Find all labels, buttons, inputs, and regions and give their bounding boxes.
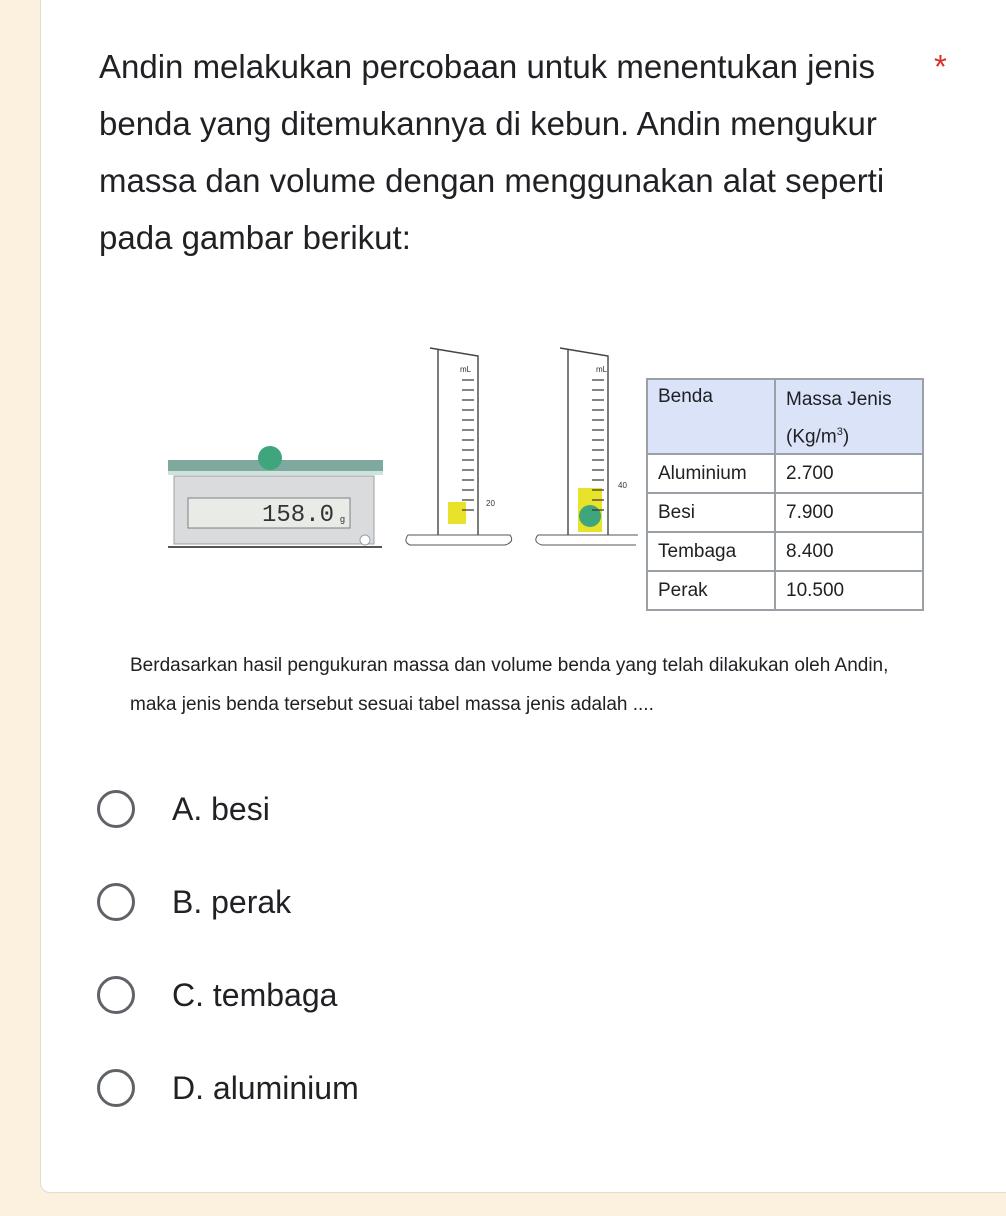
- object-in-cylinder: [579, 505, 601, 527]
- density-table: [646, 378, 924, 611]
- cylinder1-level: 20: [486, 499, 495, 508]
- cylinder1-unit: mL: [460, 365, 472, 374]
- experiment-illustration: [160, 340, 650, 560]
- measuring-cylinder-1: [406, 348, 512, 545]
- required-asterisk: *: [934, 48, 947, 85]
- scale-reading: 158.0: [262, 502, 335, 529]
- row-name: Aluminium: [647, 454, 775, 493]
- row-name: Tembaga: [647, 532, 775, 571]
- measuring-cylinder-2: [536, 348, 638, 545]
- radio-button-d[interactable]: [97, 1069, 135, 1107]
- object-on-scale: [258, 446, 282, 470]
- row-density: 10.500: [775, 571, 923, 610]
- radio-button-b[interactable]: [97, 883, 135, 921]
- scale-unit: g: [340, 514, 346, 524]
- cylinder2-level: 40: [618, 481, 627, 490]
- radio-button-a[interactable]: [97, 790, 135, 828]
- row-name: Perak: [647, 571, 775, 610]
- row-density: 8.400: [775, 532, 923, 571]
- cylinder2-unit: mL: [596, 365, 608, 374]
- header-benda: Benda: [647, 379, 775, 454]
- table-row: [647, 493, 923, 532]
- option-a-label[interactable]: A. besi: [172, 790, 270, 827]
- table-row: [647, 532, 923, 571]
- row-name: Besi: [647, 493, 775, 532]
- question-prompt: Berdasarkan hasil pengukuran massa dan volume benda yang telah dilakukan oleh Andin, maka jenis benda tersebut sesuai tabel massa jenis adalah ....: [130, 655, 889, 715]
- option-d[interactable]: [97, 1066, 359, 1110]
- experiment-figure: [160, 340, 930, 630]
- row-density: 7.900: [775, 493, 923, 532]
- header-massa-jenis: Massa Jenis $(Kg/m^3)$: [775, 379, 923, 454]
- table-row: [647, 571, 923, 610]
- option-d-label[interactable]: D. aluminium: [172, 1069, 359, 1106]
- option-c[interactable]: [97, 973, 337, 1017]
- row-density: 2.700: [775, 454, 923, 493]
- question-text: Andin melakukan percobaan untuk menentukan jenis benda yang ditemukannya di kebun. Andin mengukur massa dan volume dengan menggunakan alat seperti pada gambar berikut:: [99, 48, 885, 256]
- option-c-label[interactable]: C. tembaga: [172, 976, 338, 1013]
- cylinder1-water: [448, 502, 466, 524]
- option-a[interactable]: [97, 787, 270, 831]
- option-b[interactable]: [97, 880, 291, 924]
- option-b-label[interactable]: B. perak: [172, 883, 292, 920]
- table-row: [647, 454, 923, 493]
- digital-scale: [168, 446, 383, 547]
- radio-button-c[interactable]: [97, 976, 135, 1014]
- table-header-row: [647, 379, 923, 454]
